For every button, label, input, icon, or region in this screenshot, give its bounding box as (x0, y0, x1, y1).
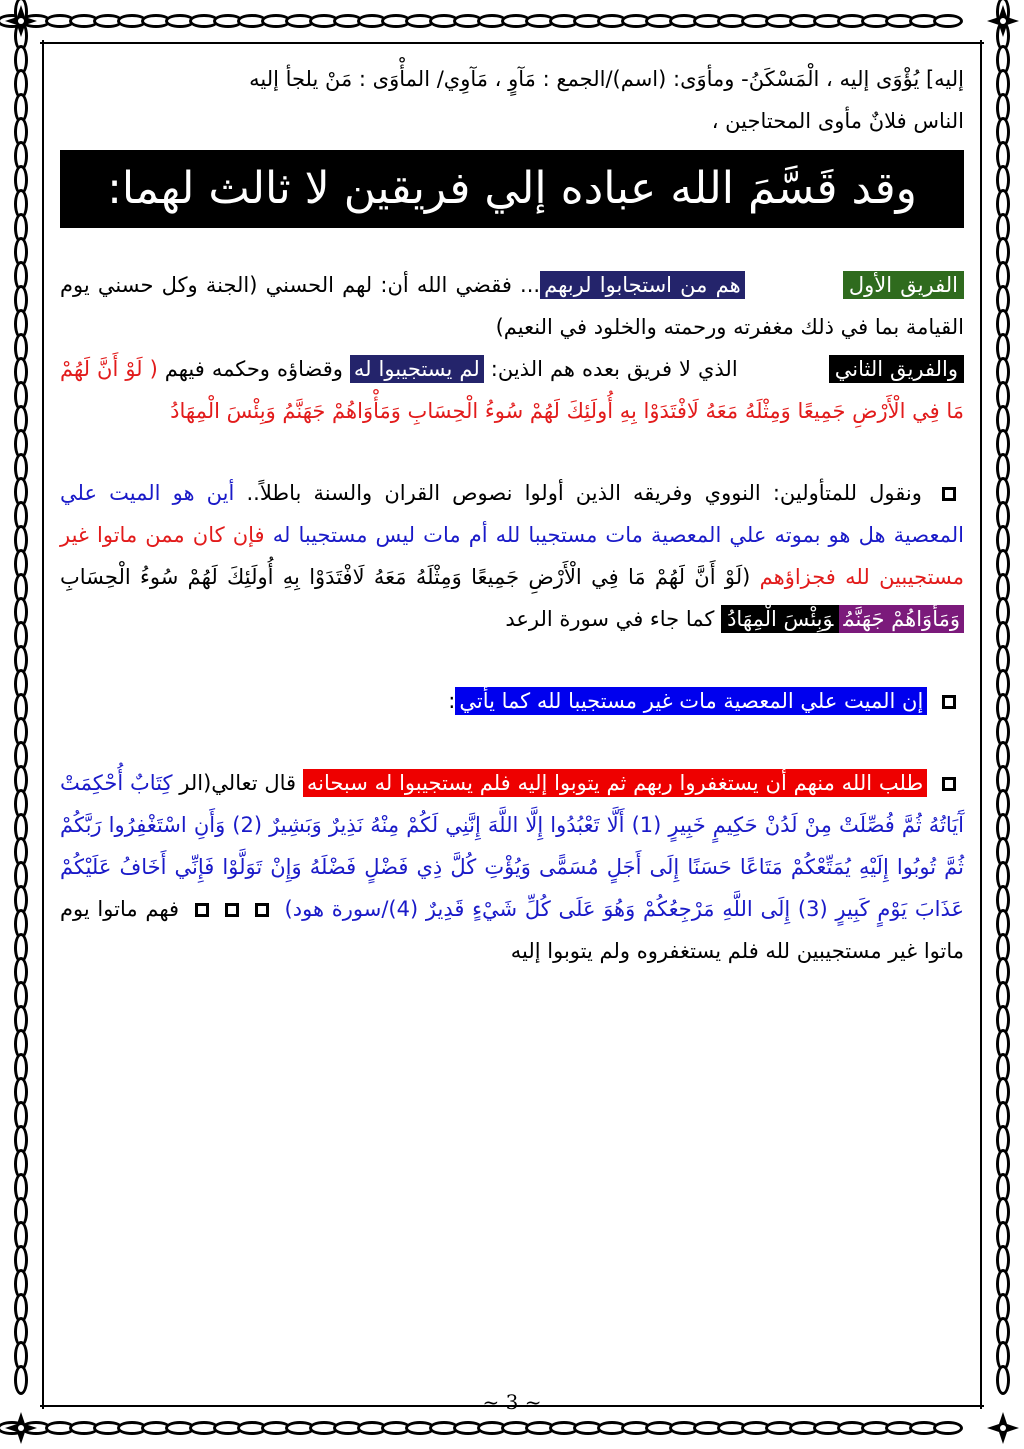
section-four-highlight: طلب الله منهم أن يستغفروا ربهم ثم يتوبوا إليه فلم يستجيبوا له سبحانه (303, 769, 927, 797)
checkbox-bullet-icon (942, 777, 956, 791)
section-two-intro: ونقول للمتأولين: النووي وفريقه الذين أولوا نصوص القران والسنة باطلاً.. (246, 481, 922, 505)
frame-line-left (42, 40, 44, 1409)
group-two-text-a: الذي لا فريق بعده هم الذين: (490, 357, 738, 381)
checkbox-bullet-icon (942, 695, 956, 709)
definition-line-2: الناس فلانٌ مأوى المحتاجين ، (711, 109, 964, 133)
section-three-colon: : (448, 689, 456, 713)
section-banner: وقد قَسَّمَ الله عباده إلي فريقين لا ثالث لهما: (60, 150, 964, 228)
group-one-label: الفريق الأول (843, 271, 964, 299)
group-one-paragraph (60, 264, 964, 348)
definition-line-1: إليه] يُؤْوَى إليه ، الْمَسْكَنُ- ومأوَى: (اسم)/الجمع : مَآوٍ ، مَآوِي/ المأْوَى : مَنْ يلجأ إليه (249, 67, 964, 91)
page-content (60, 58, 964, 972)
section-four-paragraph (60, 762, 964, 972)
section-three-paragraph (60, 680, 964, 722)
frame-line-right (980, 40, 982, 1409)
group-two-quran: ( لَوْ أَنَّ لَهُمْ مَا فِي الْأَرْضِ جَمِيعًا وَمِثْلَهُ مَعَهُ لَافْتَدَوْا بِهِ أُولَئِكَ لَهُمْ سُوءُ الْحِسَابِ وَمَأْوَاهُمْ جَهَنَّمُ وَبِئْسَ الْمِهَادُ (60, 357, 964, 423)
section-two-quote: (لَوْ أَنَّ لَهُمْ مَا فِي الْأَرْضِ جَمِيعًا وَمِثْلَهُ مَعَهُ لَافْتَدَوْا بِهِ أُولَئِكَ لَهُمْ سُوءُ الْحِسَابِ (60, 565, 751, 589)
section-two-purple: وَمَأْوَاهُمْ جَهَنَّمُ (839, 605, 964, 633)
checkbox-bullet-icon (255, 903, 269, 917)
group-two-label: والفريق الثاني (829, 355, 964, 383)
section-four-end: فهم ماتوا يوم ماتوا غير مستجيبين لله فلم يستغفروه ولم يتوبوا إليه (60, 897, 964, 963)
top-border (0, 0, 1024, 42)
section-four-lead: قال تعالي(الر (179, 771, 297, 795)
section-two-paragraph (60, 472, 964, 640)
section-two-question: أين هو الميت علي المعصية هل هو بموته علي المعصية مات مستجيبا لله أم مات ليس مستجيبا له (60, 481, 964, 547)
right-border (982, 0, 1024, 1449)
section-two-red: فإن كان ممن ماتوا غير مستجيبين لله فجزاؤهم (60, 523, 964, 589)
checkbox-bullet-icon (225, 903, 239, 917)
page-number: ~ 3 ~ (482, 1390, 542, 1414)
group-two-highlight: لم يستجيبوا له (350, 355, 484, 383)
section-four-quran: كِتَابٌ أُحْكِمَتْ آَيَاتُهُ ثُمَّ فُصِّلَتْ مِنْ لَدُنْ حَكِيمٍ خَبِيرٍ (1) أَلَّا تَعْبُدُوا إِلَّا اللَّهَ إِنَّنِي لَكُمْ مِنْهُ نَذِيرٌ وَبَشِيرٌ (2) وَأَنِ اسْتَغْفِرُوا رَبَّكُمْ ثُمَّ تُوبُوا إِلَيْهِ يُمَتِّعْكُمْ مَتَاعًا حَسَنًا إِلَى أَجَلٍ مُسَمًّى وَيُؤْتِ كُلَّ ذِي فَضْلٍ فَضْلَهُ وَإِنْ تَوَلَّوْا فَإِنِّي أَخَافُ عَلَيْكُمْ عَذَابَ يَوْمٍ كَبِيرٍ (3) إِلَى اللَّهِ مَرْجِعُكُمْ وَهُوَ عَلَى كُلِّ شَيْءٍ قَدِيرٌ (4)/سورة هود) (60, 771, 964, 921)
group-one-text: ... فقضي الله أن: لهم الحسني (الجنة وكل (161, 273, 541, 297)
checkbox-bullet-icon (942, 487, 956, 501)
corner-ornament-icon (0, 0, 42, 42)
frame-line-top (40, 42, 984, 44)
group-two-paragraph (60, 348, 964, 432)
section-two-black: وَبِئْسَ الْمِهَادُ (721, 605, 839, 633)
left-border (0, 0, 42, 1449)
corner-ornament-icon (982, 0, 1024, 42)
group-two-text-b: وقضاؤه وحكمه فيهم (164, 357, 343, 381)
checkbox-bullet-icon (195, 903, 209, 917)
group-one-highlight: هم من استجابوا لربهم (540, 271, 745, 299)
chain-link-icon (933, 14, 963, 28)
section-three-highlight: إن الميت علي المعصية مات غير مستجيبا لله كما يأتي (455, 687, 927, 715)
chain-link-icon (933, 1421, 963, 1435)
section-two-tail: كما جاء في سورة الرعد (505, 607, 715, 631)
group-one-line2: حسني يوم القيامة بما في ذلك مغفرته ورحمته والخلود في النعيم) (60, 273, 964, 339)
